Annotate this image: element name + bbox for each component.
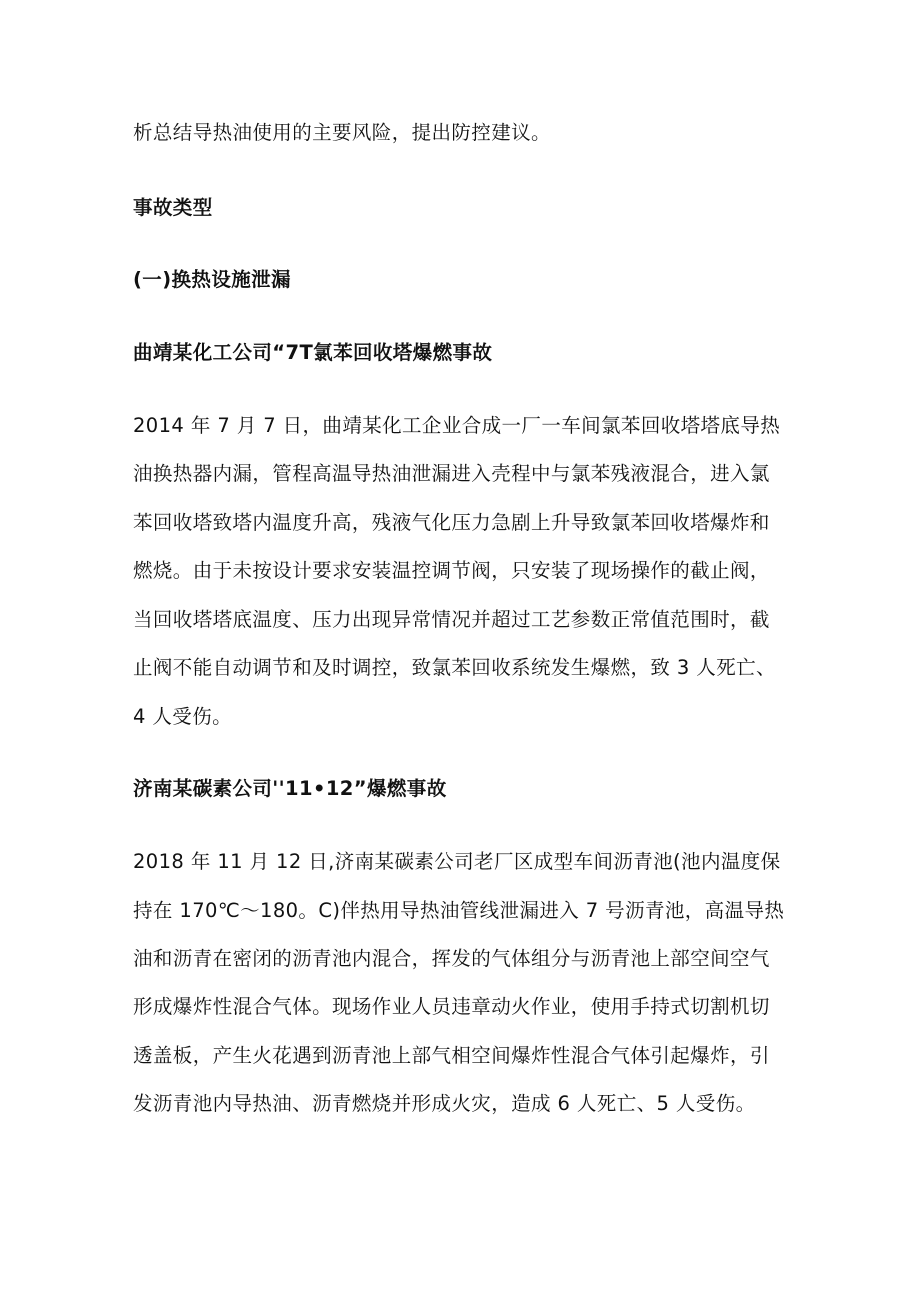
subsection-heading: (一)换热设施泄漏 <box>133 268 291 291</box>
case1-title: 曲靖某化工公司“7T氯苯回收塔爆燃事故 <box>133 341 493 364</box>
case2-line: 形成爆炸性混合气体。现场作业人员违章动火作业，使用手持式切割机切 <box>133 995 770 1018</box>
case1-line: 燃烧。由于未按设计要求安装温控调节阀，只安装了现场操作的截止阀， <box>133 559 770 582</box>
case2-line: 透盖板，产生火花遇到沥青池上部气相空间爆炸性混合气体引起爆炸，引 <box>133 1044 770 1067</box>
case2-title: 济南某碳素公司''11•12”爆燃事故 <box>133 777 447 800</box>
case1-line: 当回收塔塔底温度、压力出现异常情况并超过工艺参数正常值范围时，截 <box>133 608 770 631</box>
case2-line: 2018 年 11 月 12 日,济南某碳素公司老厂区成型车间沥青池(池内温度保 <box>133 850 781 873</box>
case1-line: 4 人受伤。 <box>133 705 233 728</box>
case2-line: 油和沥青在密闭的沥青池内混合，挥发的气体组分与沥青池上部空间空气 <box>133 947 770 970</box>
section-heading: 事故类型 <box>133 196 213 219</box>
case1-line: 油换热器内漏，管程高温导热油泄漏进入壳程中与氯苯残液混合，进入氯 <box>133 462 770 485</box>
case1-line: 2014 年 7 月 7 日，曲靖某化工企业合成一厂一车间氯苯回收塔塔底导热 <box>133 414 781 437</box>
case1-line: 止阀不能自动调节和及时调控，致氯苯回收系统发生爆燃，致 3 人死亡、 <box>133 656 776 679</box>
intro-text: 析总结导热油使用的主要风险，提出防控建议。 <box>133 121 551 144</box>
case2-line: 发沥青池内导热油、沥青燃烧并形成火灾，造成 6 人死亡、5 人受伤。 <box>133 1092 756 1115</box>
case2-line: 持在 170℃～180。C)伴热用导热油管线泄漏进入 7 号沥青池，高温导热 <box>133 899 785 922</box>
case1-line: 苯回收塔致塔内温度升高，残液气化压力急剧上升导致氯苯回收塔爆炸和 <box>133 511 770 534</box>
